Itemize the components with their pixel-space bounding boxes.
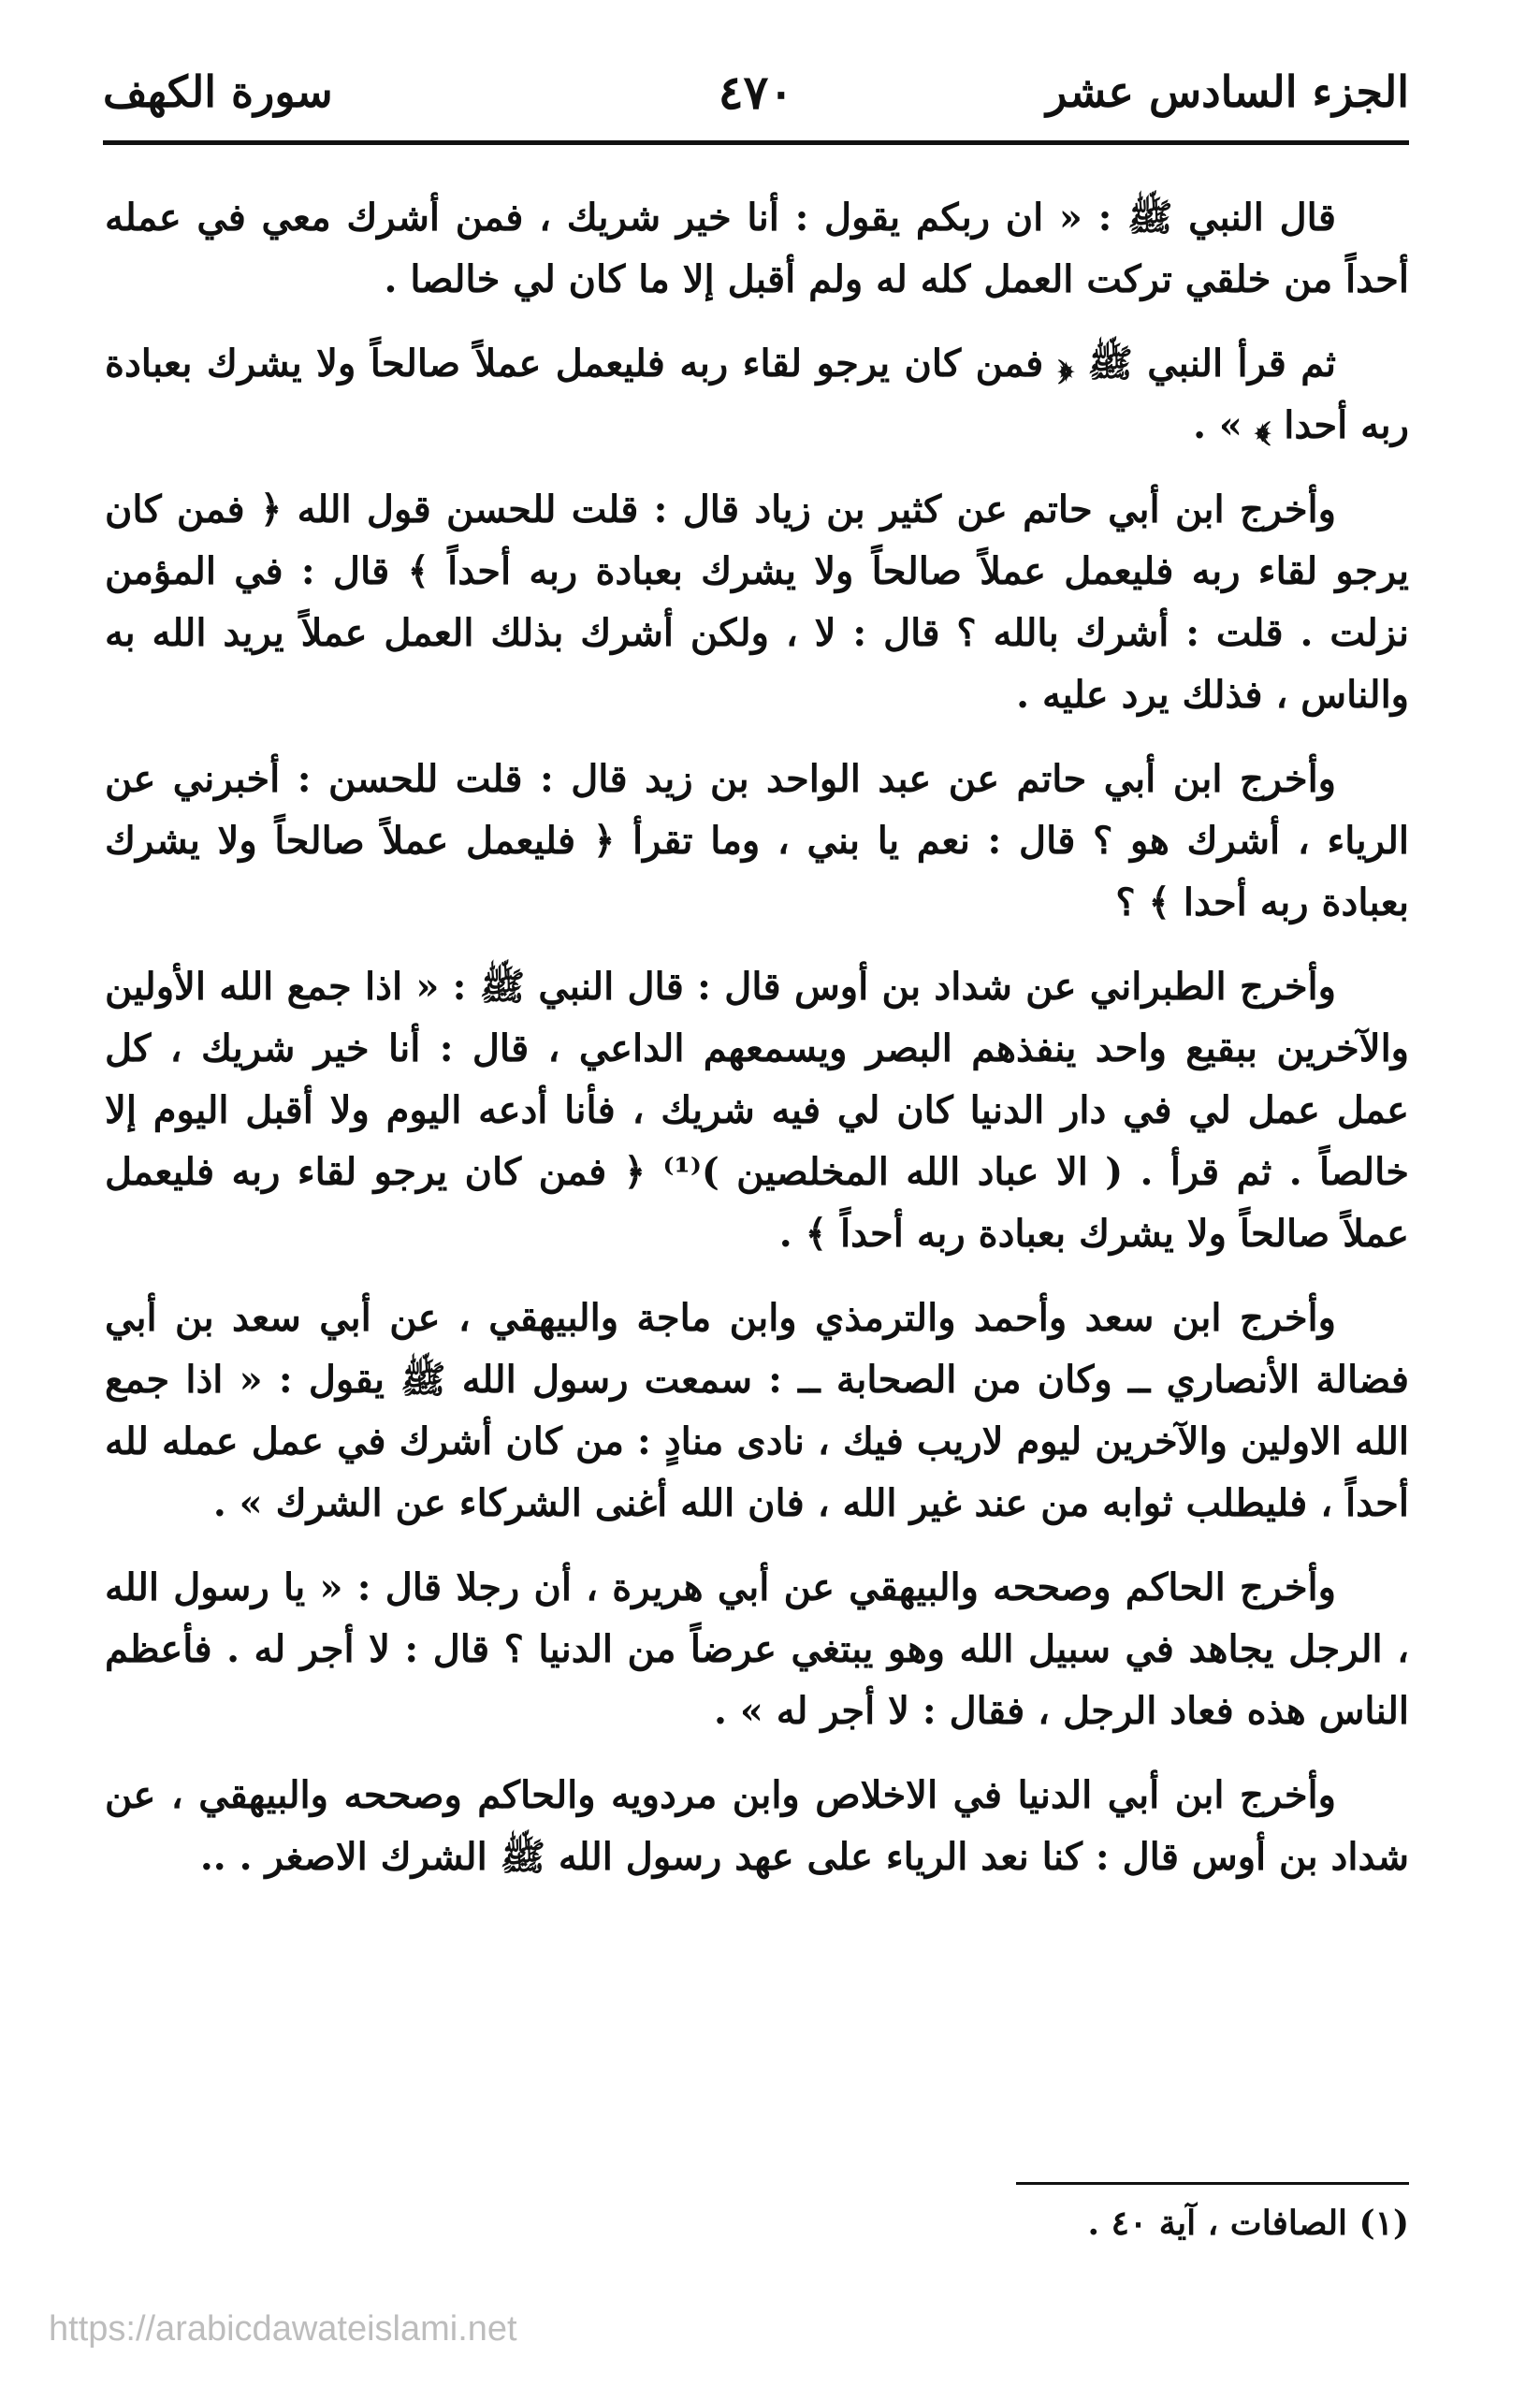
paragraph: وأخرج ابن أبي حاتم عن عبد الواحد بن زيد قال : قلت للحسن : أخبرني عن الرياء ، أشرك هو ؟ قال : نعم يا بني ، وما تقرأ ﴿ فليعمل عملاً صالحاً ولا يشرك بعبادة ربه أحدا ﴾ ؟: [105, 757, 1409, 924]
footnote: (١) الصافات ، آية ٤٠ .: [1087, 2204, 1409, 2243]
paragraph: وأخرج ابن أبي حاتم عن كثير بن زياد قال : قلت للحسن قول الله ﴿ فمن كان يرجو لقاء ربه فليعمل عملاً صالحاً ولا يشرك بعبادة ربه أحداً ﴾ قال : في المؤمن نزلت . قلت : أشرك بالله ؟ قال : لا ، ولكن أشرك بذلك العمل عملاً يريد الله به والناس ، فذلك يرد عليه .: [105, 487, 1409, 717]
watermark-url: https://arabicdawateislami.net: [49, 2309, 517, 2349]
surah-title: سورة الكهف: [103, 66, 333, 117]
page-number: ٤٧٠: [718, 64, 794, 120]
paragraph: ثم قرأ النبي ﷺ ﴿ فمن كان يرجو لقاء ربه فليعمل عملاً صالحاً ولا يشرك بعبادة ربه أحدا ﴾ » .: [105, 342, 1409, 447]
paragraph: وأخرج الحاكم وصححه والبيهقي عن أبي هريرة ، أن رجلا قال : « يا رسول الله ، الرجل يجاهد في سبيل الله وهو يبتغي عرضاً من الدنيا ؟ قال : لا أجر له . فأعظم الناس هذه فعاد الرجل ، فقال : لا أجر له » .: [105, 1565, 1409, 1733]
paragraph: وأخرج الطبراني عن شداد بن أوس قال : قال النبي ﷺ : « اذا جمع الله الأولين والآخرين ببقيع واحد ينفذهم البصر ويسمعهم الداعي ، قال : أنا خير شريك ، كل عمل عمل لي في دار الدنيا كان لي فيه شريك ، فأنا أدعه اليوم ولا أقبل اليوم إلا خالصاً . ثم قرأ . ( الا عباد الله المخلصين )⁽¹⁾ ﴿ فمن كان يرجو لقاء ربه فليعمل عملاً صالحاً ولا يشرك بعبادة ربه أحداً ﴾ .: [105, 965, 1409, 1256]
paragraph: قال النبي ﷺ : « ان ربكم يقول : أنا خير شريك ، فمن أشرك معي في عمله أحداً من خلقي تركت العمل كله له ولم أقبل إلا ما كان لي خالصا .: [105, 196, 1409, 301]
running-header: [103, 54, 1409, 129]
main-text: [105, 187, 1409, 1911]
footnote-rule: [1016, 2182, 1409, 2185]
header-rule: [103, 140, 1409, 145]
paragraph: وأخرج ابن أبي الدنيا في الاخلاص وابن مردويه والحاكم وصححه والبيهقي ، عن شداد بن أوس قال : كنا نعد الرياء على عهد رسول الله ﷺ الشرك الاصغر . ..: [105, 1773, 1409, 1879]
juz-title: الجزء السادس عشر: [1046, 66, 1409, 117]
paragraph: وأخرج ابن سعد وأحمد والترمذي وابن ماجة والبيهقي ، عن أبي سعد بن أبي فضالة الأنصاري ــ وكان من الصحابة ــ : سمعت رسول الله ﷺ يقول : « اذا جمع الله الاولين والآخرين ليوم لاريب فيك ، نادى منادٍ : من كان أشرك في عمل عمله لله أحداً ، فليطلب ثوابه من عند غير الله ، فان الله أغنى الشركاء عن الشرك » .: [105, 1296, 1409, 1525]
